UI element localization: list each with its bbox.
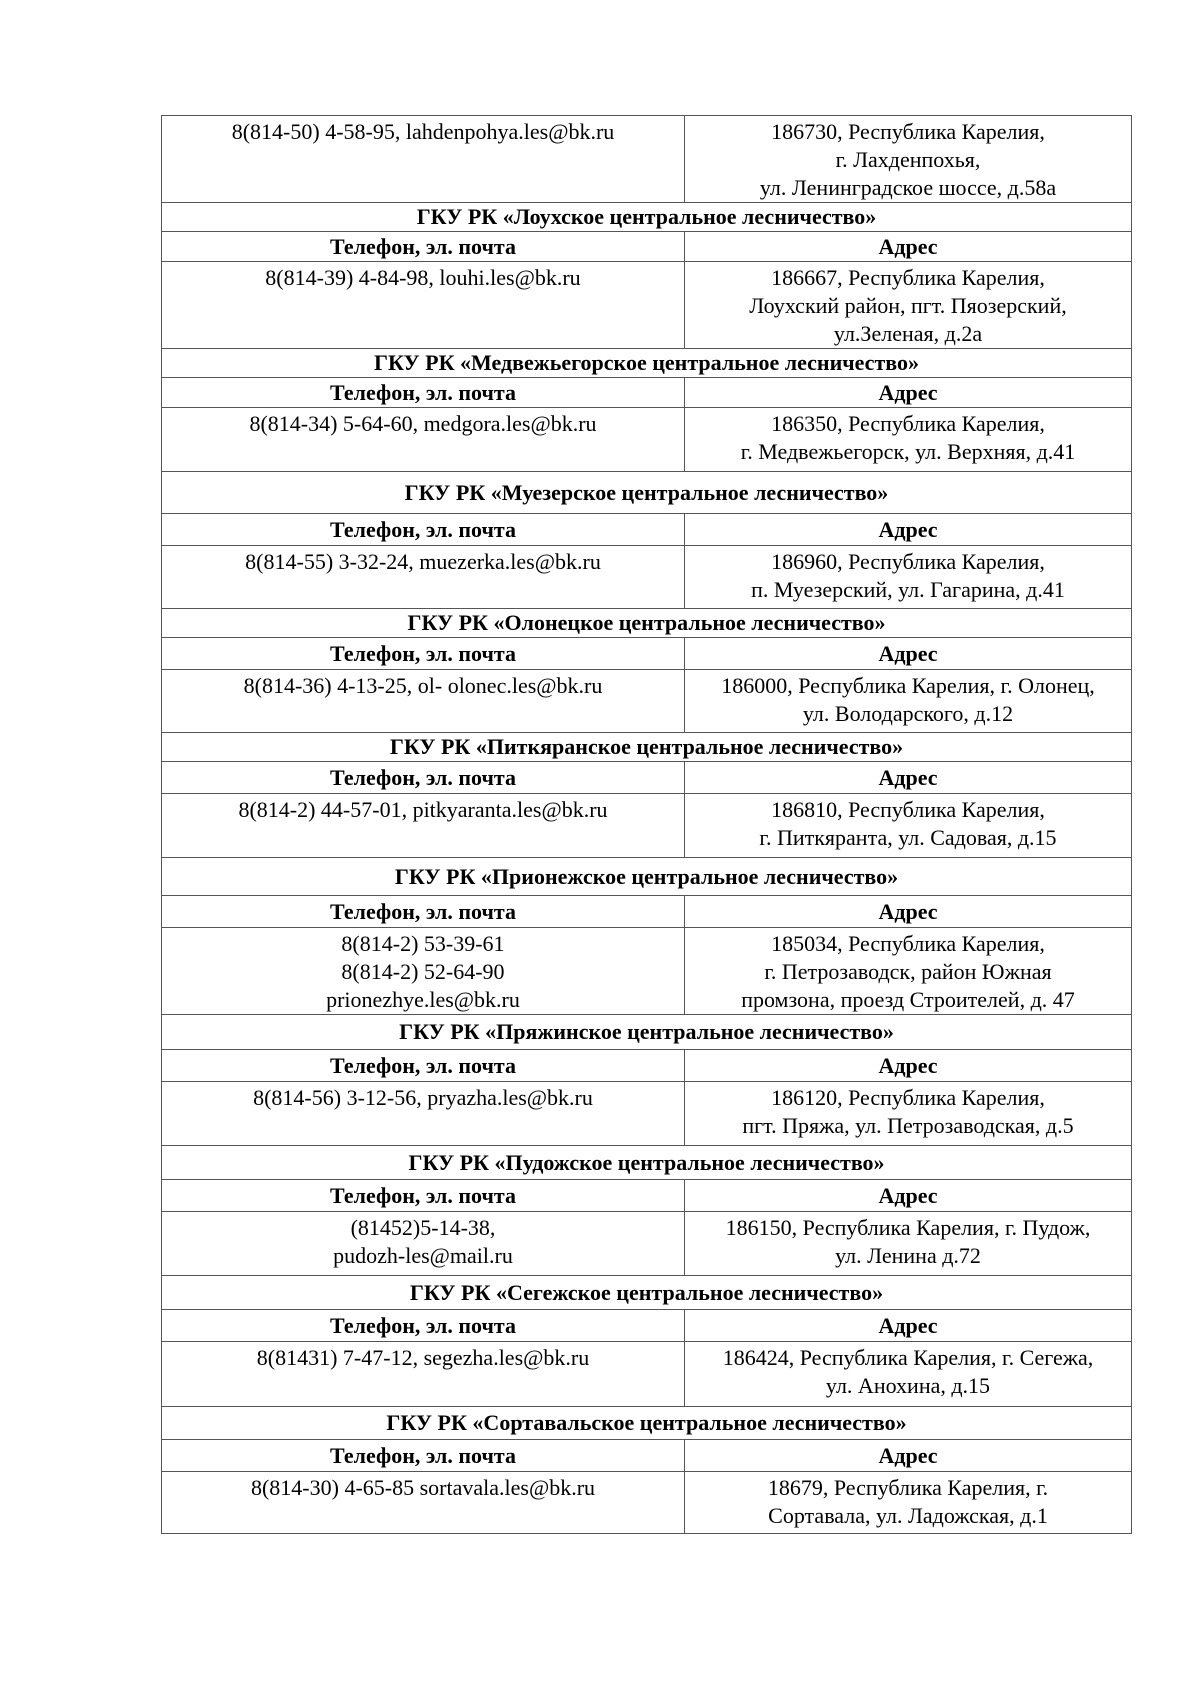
address-line: г. Лахденпохья, xyxy=(835,147,981,172)
address-line: п. Муезерский, ул. Гагарина, д.41 xyxy=(751,577,1065,602)
contact-line: 8(81431) 7-47-12, segezha.les@bk.ru xyxy=(256,1345,590,1370)
contact-line: 8(814-36) 4-13-25, ol- olonec.les@bk.ru xyxy=(243,673,603,698)
address-cell xyxy=(685,928,1132,1015)
contact-cell xyxy=(162,670,685,733)
section-title-row xyxy=(162,609,1132,638)
address-cell xyxy=(685,1342,1132,1407)
section-title: ГКУ РК «Пряжинское центральное лесничество» xyxy=(162,1015,1132,1050)
contact-cell xyxy=(162,1212,685,1276)
forestry-contacts-table xyxy=(161,115,1132,1534)
address-cell xyxy=(685,116,1132,203)
address-line: 185034, Республика Карелия, xyxy=(771,931,1045,956)
contact-line: (81452)5-14-38, xyxy=(350,1215,496,1240)
phone-email-header: Телефон, эл. почта xyxy=(162,1050,685,1082)
address-cell xyxy=(685,1212,1132,1276)
address-line: ул. Ленинградское шоссе, д.58а xyxy=(759,175,1057,200)
phone-email-header: Телефон, эл. почта xyxy=(162,638,685,670)
contact-cell xyxy=(162,794,685,858)
contact-cell xyxy=(162,262,685,349)
table-row xyxy=(162,1342,1132,1407)
address-line: 186120, Республика Карелия, xyxy=(771,1085,1045,1110)
contact-line: prionezhye.les@bk.ru xyxy=(326,987,520,1012)
address-line: 186960, Республика Карелия, xyxy=(771,549,1045,574)
table-row xyxy=(162,262,1132,349)
address-header: Адрес xyxy=(685,1440,1132,1472)
phone-email-header: Телефон, эл. почта xyxy=(162,896,685,928)
address-line: пгт. Пряжа, ул. Петрозаводская, д.5 xyxy=(742,1113,1074,1138)
address-line: ул.Зеленая, д.2а xyxy=(833,321,983,346)
address-line: ул. Ленина д.72 xyxy=(835,1243,981,1268)
address-cell xyxy=(685,546,1132,609)
table-row xyxy=(162,116,1132,203)
phone-email-header: Телефон, эл. почта xyxy=(162,1440,685,1472)
phone-email-header: Телефон, эл. почта xyxy=(162,514,685,546)
address-line: ул. Володарского, д.12 xyxy=(802,701,1014,726)
table-row xyxy=(162,1212,1132,1276)
address-cell xyxy=(685,408,1132,472)
section-title-row xyxy=(162,858,1132,896)
section-title: ГКУ РК «Питкяранское центральное лесничество» xyxy=(162,733,1132,762)
address-line: г. Петрозаводск, район Южная xyxy=(764,959,1052,984)
table-row xyxy=(162,670,1132,733)
address-line: 18679, Республика Карелия, г. xyxy=(767,1475,1049,1500)
column-header-row xyxy=(162,1440,1132,1472)
contact-line: 8(814-50) 4-58-95, lahdenpohya.les@bk.ru xyxy=(231,119,615,144)
address-line: 186350, Республика Карелия, xyxy=(771,411,1045,436)
contact-line: 8(814-30) 4-65-85 sortavala.les@bk.ru xyxy=(250,1475,596,1500)
phone-email-header: Телефон, эл. почта xyxy=(162,762,685,794)
column-header-row xyxy=(162,514,1132,546)
table-row xyxy=(162,408,1132,472)
contact-cell xyxy=(162,1082,685,1146)
address-line: 186000, Республика Карелия, г. Олонец, xyxy=(721,673,1095,698)
contact-line: 8(814-2) 52-64-90 xyxy=(341,959,505,984)
address-header: Адрес xyxy=(685,1310,1132,1342)
column-header-row xyxy=(162,1180,1132,1212)
table-body xyxy=(162,116,1132,1534)
column-header-row xyxy=(162,638,1132,670)
column-header-row xyxy=(162,896,1132,928)
column-header-row xyxy=(162,1050,1132,1082)
contact-cell xyxy=(162,928,685,1015)
address-header: Адрес xyxy=(685,1050,1132,1082)
address-header: Адрес xyxy=(685,514,1132,546)
address-line: 186810, Республика Карелия, xyxy=(771,797,1045,822)
section-title: ГКУ РК «Сегежское центральное лесничество» xyxy=(162,1276,1132,1310)
contact-cell xyxy=(162,116,685,203)
section-title-row xyxy=(162,1146,1132,1180)
section-title-row xyxy=(162,472,1132,514)
address-line: промзона, проезд Строителей, д. 47 xyxy=(741,987,1075,1012)
address-line: 186150, Республика Карелия, г. Пудож, xyxy=(725,1215,1091,1240)
section-title-row xyxy=(162,203,1132,232)
phone-email-header: Телефон, эл. почта xyxy=(162,378,685,408)
contact-line: pudozh-les@mail.ru xyxy=(333,1243,513,1268)
table-row xyxy=(162,794,1132,858)
column-header-row xyxy=(162,1310,1132,1342)
address-header: Адрес xyxy=(685,1180,1132,1212)
section-title: ГКУ РК «Муезерское центральное лесничество» xyxy=(162,472,1132,514)
contact-line: 8(814-2) 44-57-01, pitkyaranta.les@bk.ru xyxy=(238,797,608,822)
address-line: 186730, Республика Карелия, xyxy=(771,119,1045,144)
address-header: Адрес xyxy=(685,896,1132,928)
section-title-row xyxy=(162,1015,1132,1050)
section-title: ГКУ РК «Медвежьегорское центральное лесничество» xyxy=(162,349,1132,378)
section-title: ГКУ РК «Лоухское центральное лесничество» xyxy=(162,203,1132,232)
table-row xyxy=(162,546,1132,609)
address-line: 186424, Республика Карелия, г. Сегежа, xyxy=(722,1345,1094,1370)
phone-email-header: Телефон, эл. почта xyxy=(162,1310,685,1342)
address-cell xyxy=(685,1472,1132,1534)
section-title: ГКУ РК «Сортавальское центральное лесничество» xyxy=(162,1407,1132,1440)
address-header: Адрес xyxy=(685,762,1132,794)
column-header-row xyxy=(162,232,1132,262)
contact-cell xyxy=(162,1342,685,1407)
address-line: Лоухский район, пгт. Пяозерский, xyxy=(749,293,1067,318)
section-title: ГКУ РК «Олонецкое центральное лесничество» xyxy=(162,609,1132,638)
table-row xyxy=(162,928,1132,1015)
section-title-row xyxy=(162,1407,1132,1440)
address-cell xyxy=(685,794,1132,858)
contact-line: 8(814-34) 5-64-60, medgora.les@bk.ru xyxy=(249,411,597,436)
address-header: Адрес xyxy=(685,378,1132,408)
address-line: Сортавала, ул. Ладожская, д.1 xyxy=(768,1503,1048,1528)
table-row xyxy=(162,1472,1132,1534)
address-cell xyxy=(685,1082,1132,1146)
address-line: г. Медвежьегорск, ул. Верхняя, д.41 xyxy=(740,439,1076,464)
address-header: Адрес xyxy=(685,638,1132,670)
phone-email-header: Телефон, эл. почта xyxy=(162,1180,685,1212)
address-line: 186667, Республика Карелия, xyxy=(771,265,1045,290)
contact-line: 8(814-2) 53-39-61 xyxy=(341,931,505,956)
contact-line: 8(814-39) 4-84-98, louhi.les@bk.ru xyxy=(265,265,581,290)
address-cell xyxy=(685,670,1132,733)
address-cell xyxy=(685,262,1132,349)
section-title: ГКУ РК «Пудожское центральное лесничество» xyxy=(162,1146,1132,1180)
address-line: г. Питкяранта, ул. Садовая, д.15 xyxy=(759,825,1057,850)
section-title: ГКУ РК «Прионежское центральное лесничество» xyxy=(162,858,1132,896)
section-title-row xyxy=(162,349,1132,378)
phone-email-header: Телефон, эл. почта xyxy=(162,232,685,262)
contact-line: 8(814-56) 3-12-56, pryazha.les@bk.ru xyxy=(253,1085,593,1110)
address-line: ул. Анохина, д.15 xyxy=(825,1373,991,1398)
table-row xyxy=(162,1082,1132,1146)
section-title-row xyxy=(162,733,1132,762)
column-header-row xyxy=(162,378,1132,408)
contact-cell xyxy=(162,1472,685,1534)
contact-line: 8(814-55) 3-32-24, muezerka.les@bk.ru xyxy=(245,549,601,574)
contact-cell xyxy=(162,408,685,472)
section-title-row xyxy=(162,1276,1132,1310)
address-header: Адрес xyxy=(685,232,1132,262)
column-header-row xyxy=(162,762,1132,794)
contact-cell xyxy=(162,546,685,609)
